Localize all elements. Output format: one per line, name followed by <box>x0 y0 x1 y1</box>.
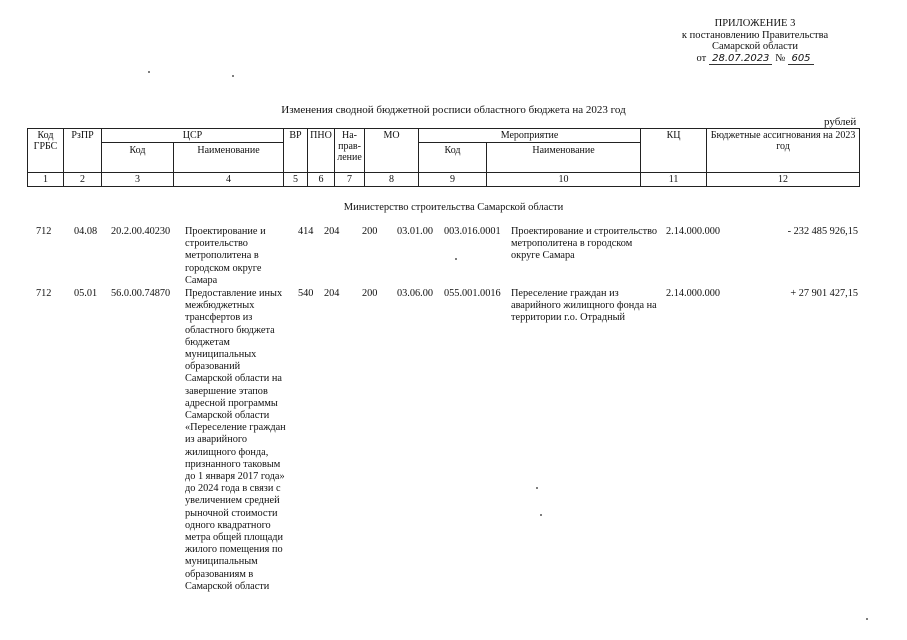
cell-rzpr: 04.08 <box>74 226 98 237</box>
cell-mo: 03.01.00 <box>397 226 434 237</box>
scan-speck <box>455 258 457 260</box>
document-title: Изменения сводной бюджетной росписи областного бюджета на 2023 год <box>281 104 626 116</box>
col-number: 1 <box>28 173 64 187</box>
appendix-date-line <box>650 53 860 66</box>
appendix-number: 605 <box>788 53 813 66</box>
appendix-prefix: от <box>696 52 707 64</box>
col-number: 3 <box>102 173 174 187</box>
scan-speck <box>148 71 150 73</box>
header-direction: На-прав-ление <box>335 129 365 173</box>
cell-vr: 414 <box>298 226 314 237</box>
cell-csr-name: Проектирование и строительство метрополитена в городском округе Самара <box>185 226 266 286</box>
cell-event-name: Проектирование и строительство метрополитена в городском округе Самара <box>511 226 658 262</box>
table-row <box>0 288 907 618</box>
appendix-line2: к постановлению Правительства <box>681 29 829 41</box>
table-row <box>0 226 907 286</box>
header-vr: ВР <box>284 129 308 173</box>
col-number: 12 <box>707 173 860 187</box>
cell-grbs: 712 <box>36 288 52 299</box>
col-number: 8 <box>365 173 419 187</box>
col-number: 10 <box>487 173 641 187</box>
cell-mo: 03.06.00 <box>397 288 434 299</box>
appendix-line1: ПРИЛОЖЕНИЕ 3 <box>714 18 796 29</box>
section-ministry: Министерство строительства Самарской области <box>343 202 564 213</box>
cell-amount: + 27 901 427,15 <box>790 288 858 299</box>
scan-speck <box>866 618 868 620</box>
appendix-date: 28.07.2023 <box>709 53 772 66</box>
cell-csr-code: 56.0.00.74870 <box>111 288 171 299</box>
cell-kc: 2.14.000.000 <box>666 226 721 237</box>
budget-table-header <box>27 128 860 187</box>
units-label: рублей <box>824 116 857 128</box>
appendix-line3: Самарской области <box>712 41 798 52</box>
col-number: 5 <box>284 173 308 187</box>
cell-vr: 540 <box>298 288 314 299</box>
header-csr-code: Код <box>102 143 174 173</box>
cell-amount: - 232 485 926,15 <box>787 226 858 237</box>
cell-event-name: Переселение граждан из аварийного жилищного фонда на территории г.о. Отрадный <box>511 288 657 324</box>
cell-direction: 200 <box>362 288 378 299</box>
header-kc: КЦ <box>641 129 707 173</box>
header-grbs: Код ГРБС <box>28 129 64 173</box>
cell-pno: 204 <box>324 226 340 237</box>
col-number: 4 <box>174 173 284 187</box>
appendix-num-label: № <box>775 52 786 64</box>
header-pno: ПНО <box>308 129 335 173</box>
header-event: Мероприятие <box>419 129 641 143</box>
cell-csr-code: 20.2.00.40230 <box>111 226 171 237</box>
col-number: 11 <box>641 173 707 187</box>
cell-csr-name: Предоставление иных межбюджетных трансфертов из областного бюджета бюджетам муниципальных образований Самарской области на завершение этапов адресной программы Самарской области «Переселение граждан из аварийного жилищного фонда, признанного таковым до 1 января 2017 года» до 2024 года в связи с увеличением средней рыночной стоимости одного квадратного метра общей площади жилого помещения по муниципальным образованиям в Самарской области <box>185 288 286 592</box>
cell-direction: 200 <box>362 226 378 237</box>
appendix-header <box>650 18 860 65</box>
header-budget: Бюджетные ассигнования на 2023 год <box>707 129 860 173</box>
col-number: 6 <box>308 173 335 187</box>
column-numbers-row <box>28 173 860 187</box>
header-mo: МО <box>365 129 419 173</box>
cell-pno: 204 <box>324 288 340 299</box>
header-csr: ЦСР <box>102 129 284 143</box>
cell-rzpr: 05.01 <box>74 288 98 299</box>
header-csr-name: Наименование <box>174 143 284 173</box>
scan-speck <box>232 75 234 77</box>
cell-grbs: 712 <box>36 226 52 237</box>
cell-kc: 2.14.000.000 <box>666 288 721 299</box>
header-event-code: Код <box>419 143 487 173</box>
col-number: 7 <box>335 173 365 187</box>
scan-speck <box>536 487 538 489</box>
header-event-name: Наименование <box>487 143 641 173</box>
col-number: 9 <box>419 173 487 187</box>
scan-speck <box>540 514 542 516</box>
cell-event-code: 003.016.0001 <box>444 226 501 237</box>
header-rzpr: РзПР <box>64 129 102 173</box>
cell-event-code: 055.001.0016 <box>444 288 501 299</box>
col-number: 2 <box>64 173 102 187</box>
